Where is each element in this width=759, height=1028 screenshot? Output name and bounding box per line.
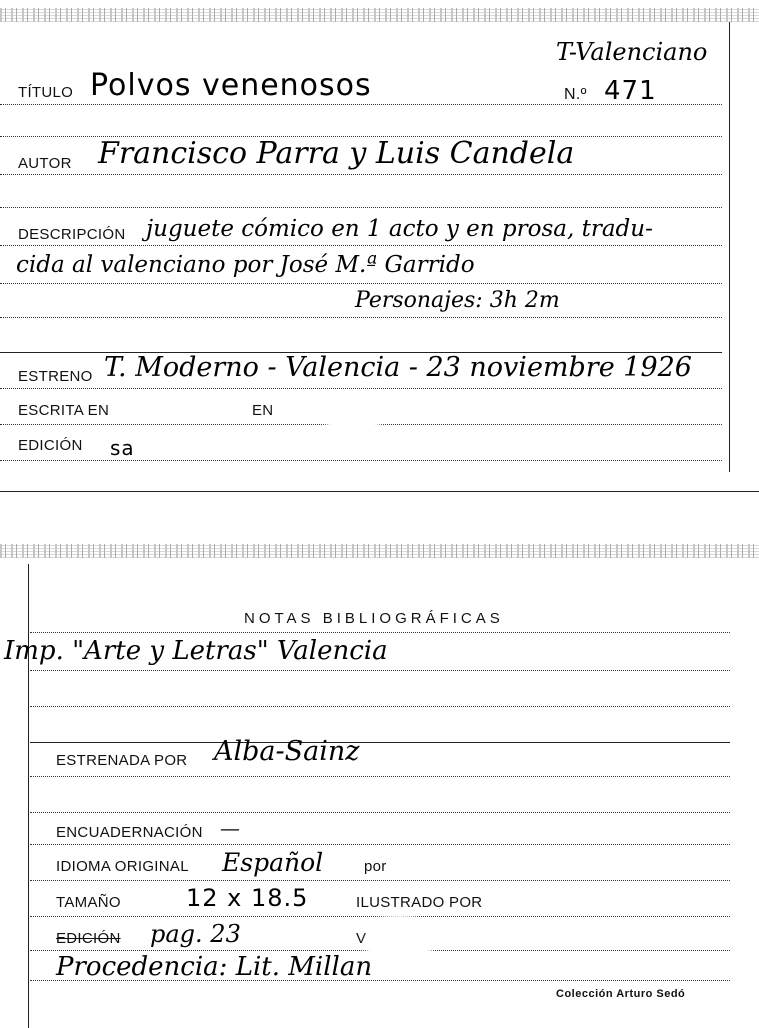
rule bbox=[0, 283, 722, 284]
idioma-por-label: por bbox=[364, 858, 387, 875]
autor-value: Francisco Parra y Luis Candela bbox=[98, 136, 575, 171]
paper-damage-spot bbox=[370, 918, 428, 972]
tamano-value: 12 x 18.5 bbox=[186, 884, 309, 912]
en-label: EN bbox=[252, 402, 274, 419]
ilustrado-por-label: ILUSTRADO POR bbox=[356, 894, 483, 911]
titulo-label: TÍTULO bbox=[18, 84, 74, 101]
idioma-value: Español bbox=[222, 848, 324, 877]
rule bbox=[0, 317, 722, 318]
descripcion-line2: cida al valenciano por José M.ª Garrido bbox=[16, 252, 475, 278]
titulo-value: Polvos venenosos bbox=[90, 68, 372, 103]
card-left-border bbox=[28, 564, 29, 1028]
estreno-label: ESTRENO bbox=[18, 368, 93, 385]
rule bbox=[30, 916, 730, 917]
idioma-label: IDIOMA ORIGINAL bbox=[56, 858, 189, 875]
edicion-label: EDICIÓN bbox=[18, 437, 83, 454]
procedencia-value: Procedencia: Lit. Millan bbox=[56, 952, 373, 982]
rule bbox=[30, 742, 730, 743]
rule bbox=[0, 245, 722, 246]
descripcion-line3: Personajes: 3h 2m bbox=[355, 288, 560, 313]
card-bottom-edge-texture bbox=[0, 544, 759, 558]
rule bbox=[30, 632, 730, 633]
rule bbox=[0, 104, 722, 105]
rule bbox=[0, 388, 722, 389]
card-right-border bbox=[729, 22, 730, 472]
descripcion-label: DESCRIPCIÓN bbox=[18, 226, 126, 243]
number-label: N.º bbox=[564, 86, 587, 103]
estrenada-por-value: Alba-Sainz bbox=[214, 736, 360, 767]
number-value: 471 bbox=[604, 76, 657, 106]
encuadernacion-value: — bbox=[220, 816, 240, 840]
edicion-bottom-value: pag. 23 bbox=[150, 920, 241, 948]
paper-damage-spot bbox=[330, 398, 376, 440]
estrenada-por-label: ESTRENADA POR bbox=[56, 752, 188, 769]
collection-credit: Colección Arturo Sedó bbox=[556, 988, 686, 1000]
rule bbox=[30, 776, 730, 777]
notes-line1: Imp. "Arte y Letras" Valencia bbox=[4, 636, 388, 666]
rule bbox=[0, 174, 722, 175]
tamano-label: TAMAÑO bbox=[56, 894, 121, 911]
rule bbox=[30, 812, 730, 813]
edicion-bottom-label: EDICIÓN bbox=[56, 930, 121, 947]
rule bbox=[30, 880, 730, 881]
notas-heading: NOTAS BIBLIOGRÁFICAS bbox=[244, 610, 504, 627]
estreno-value: T. Moderno - Valencia - 23 noviembre 1926 bbox=[104, 352, 692, 383]
rule bbox=[30, 706, 730, 707]
escrita-en-label: ESCRITA EN bbox=[18, 402, 110, 419]
collection-note: T-Valenciano bbox=[556, 38, 708, 66]
card-bottom-border bbox=[0, 491, 759, 492]
rule bbox=[30, 980, 730, 981]
rule bbox=[0, 207, 722, 208]
descripcion-line1: juguete cómico en 1 acto y en prosa, tradu- bbox=[146, 216, 653, 242]
rule bbox=[30, 670, 730, 671]
rule bbox=[0, 460, 722, 461]
v-label: V bbox=[356, 930, 367, 947]
autor-label: AUTOR bbox=[18, 155, 72, 172]
catalog-card-bottom bbox=[0, 540, 759, 1028]
card-top-edge-texture bbox=[0, 8, 759, 22]
catalog-card-top bbox=[0, 0, 759, 492]
edicion-value: sa bbox=[110, 436, 135, 460]
encuadernacion-label: ENCUADERNACIÓN bbox=[56, 824, 203, 841]
rule bbox=[30, 844, 730, 845]
